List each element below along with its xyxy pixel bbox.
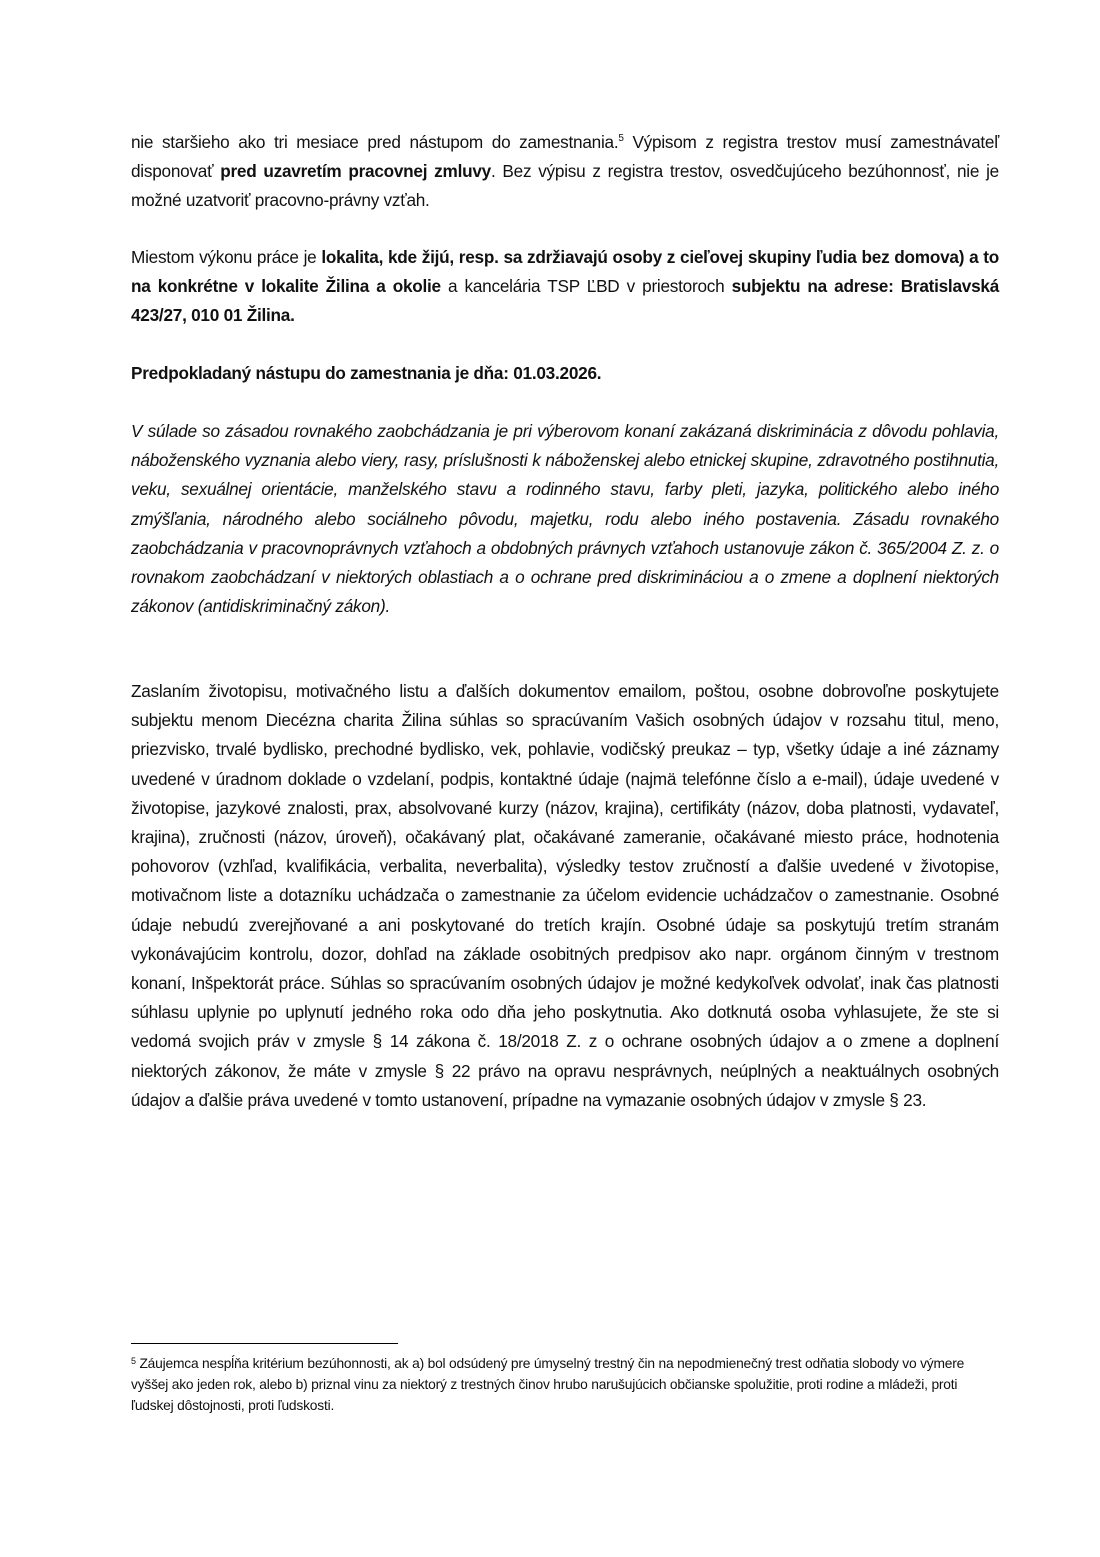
bold-text: subjektu na adrese: Bratislavská 423/27, 010 01 Žilina. [131, 276, 1000, 326]
bold-text: lokalita, kde žijú, resp. sa zdržiavajú osoby z cieľovej skupiny ľudia bez domova) a to na konkrétne v lokalite Žilina a okolie [131, 247, 999, 297]
text: Výpisom z registra trestov musí zamestnávateľ disponovať [131, 132, 999, 182]
footnote [131, 1353, 999, 1416]
footnote-separator [131, 1343, 398, 1344]
paragraph-start-date [131, 359, 999, 388]
start-date-text: Predpokladaný nástupu do zamestnania je dňa: 01.03.2026. [131, 363, 602, 383]
text: Miestom výkonu práce je [131, 247, 322, 267]
paragraph-equal-treatment: V súlade so zásadou rovnakého zaobchádzania je pri výberovom konaní zakázaná diskriminácia z dôvodu pohlavia, náboženského vyznania alebo viery, rasy, príslušnosti k náboženskej alebo etnickej skupine, zdravotného postihnutia, veku, sexuálnej orientácie, manželského stavu a rodinného stavu, farby pleti, jazyka, politického alebo iného zmýšľania, národného alebo sociálneho pôvodu, majetku, rodu alebo iného postavenia. Zásadu rovnakého zaobchádzania v pracovnoprávnych vzťahoch a obdobných právnych vzťahoch ustanovuje zákon č. 365/2004 Z. z. o rovnakom zaobchádzaní v niektorých oblastiach a o ochrane pred diskrimináciou a o zmene a doplnení niektorých zákonov (antidiskriminačný zákon). [131, 421, 999, 617]
paragraph-data-protection: Zaslaním životopisu, motivačného listu a ďalších dokumentov emailom, poštou, osobne dobrovoľne poskytujete subjektu menom Diecézna charita Žilina súhlas so spracúvaním Vašich osobných údajov v rozsahu titul, meno, priezvisko, trvalé bydlisko, prechodné bydlisko, vek, pohlavie, vodičský preukaz – typ, všetky údaje a iné záznamy uvedené v úradnom doklade o vzdelaní, podpis, kontaktné údaje (najmä telefónne číslo a e-mail), údaje uvedené v životopise, jazykové znalosti, prax, absolvované kurzy (názov, krajina), certifikáty (názov, doba platnosti, vydavateľ, krajina), zručnosti (názov, úroveň), očakávaný plat, očakávané zameranie, očakávané miesto práce, hodnotenia pohovorov (vzhľad, kvalifikácia, verbalita, neverbalita), výsledky testov zručností a ďalšie uvedené v životopise, motivačnom liste a dotazníku uchádzača o zamestnanie za účelom evidencie uchádzačov o zamestnanie. Osobné údaje nebudú zverejňované a ani poskytované do tretích krajín. Osobné údaje sa poskytujú tretím stranám vykonávajúcim kontrolu, dozor, dohľad na základe osobitných predpisov ako napr. orgánom činným v trestnom konaní, Inšpektorát práce. Súhlas so spracúvaním osobných údajov je možné kedykoľvek odvolať, inak čas platnosti súhlasu uplynie po uplynutí jedného roka odo dňa jeho poskytnutia. Ako dotknutá osoba vyhlasujete, že ste si vedomá svojich práv v zmysle § 14 zákona č. 18/2018 Z. z o ochrane osobných údajov a o zmene a doplnení niektorých zákonov, že máte v zmysle § 22 právo na opravu nesprávnych, neúplných a neaktuálnych osobných údajov a ďalšie práva uvedené v tomto ustanovení, prípadne na vymazanie osobných údajov v zmysle § 23. [131, 681, 999, 1110]
paragraph-place-of-work [131, 243, 999, 331]
footnote-number: 5 [131, 1356, 136, 1366]
paragraph-criminal-record [131, 128, 999, 216]
footnote-reference[interactable]: 5 [618, 133, 624, 144]
text: nie staršieho ako tri mesiace pred nástupom do zamestnania. [131, 132, 619, 152]
text: . Bez výpisu z registra trestov, osvedčujúceho bezúhonnosť, nie je možné uzatvoriť pracovno-právny vzťah. [131, 161, 999, 211]
bold-text: pred uzavretím pracovnej zmluvy [220, 161, 491, 182]
footnote-text: Záujemca nespĺňa kritérium bezúhonnosti, ak a) bol odsúdený pre úmyselný trestný čin na nepodmienečný trest odňatia slobody vo výmere vyššej ako jeden rok, alebo b) priznal vinu za niektorý z trestných činov hrubo narušujúcich občianske spolužitie, proti rodine a mládeži, proti ľudskej dôstojnosti, proti ľudskosti. [131, 1356, 965, 1413]
text: a kancelária TSP ĽBD v priestoroch [440, 276, 732, 297]
